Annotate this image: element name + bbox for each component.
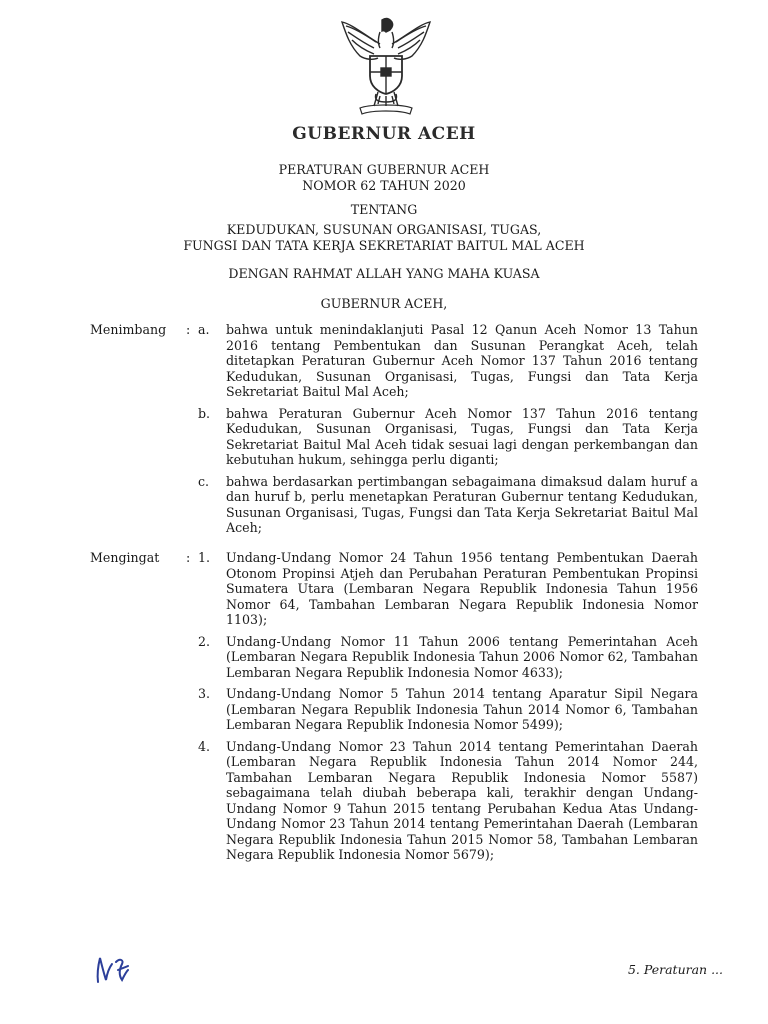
menimbang-item-c xyxy=(90,474,698,536)
mengingat-item-1 xyxy=(90,550,698,628)
subject-line-2: FUNGSI DAN TATA KERJA SEKRETARIAT BAITUL MAL ACEH xyxy=(183,238,585,253)
item-text: Undang-Undang Nomor 11 Tahun 2006 tentang Pemerintahan Aceh (Lembaran Negara Republik Indonesia Tahun 2006 Nomor 62, Tambahan Lembaran Negara Republik Indonesia Nomor 4633); xyxy=(226,633,698,680)
regulation-number: NOMOR 62 TAHUN 2020 xyxy=(302,178,466,193)
item-text: bahwa Peraturan Gubernur Aceh Nomor 137 Tahun 2016 tentang Kedudukan, Susunan Organisasi, Tugas, Fungsi dan Tata Kerja Sekretariat Baitul Mal Aceh tidak sesuai lagi dengan perkembangan dan kebutuhan hukum, sehingga perlu diganti; xyxy=(226,405,698,467)
tentang-heading: TENTANG xyxy=(350,202,418,217)
government-header: GUBERNUR ACEH xyxy=(292,124,476,144)
item-number: 3. xyxy=(198,686,211,701)
mengingat-item-4 xyxy=(90,739,698,863)
mengingat-item-2 xyxy=(90,634,698,681)
menimbang-item-b xyxy=(90,406,698,468)
item-number: 1. xyxy=(198,550,211,565)
mengingat-label: Mengingat xyxy=(90,550,160,565)
next-page-catchword: 5. Peraturan ... xyxy=(627,962,723,977)
item-text: bahwa berdasarkan pertimbangan sebagaimana dimaksud dalam huruf a dan huruf b, perlu menetapkan Peraturan Gubernur tentang Kedudukan, Susunan Organisasi, Tugas, Fungsi dan Tata Kerja Sekretariat Baitul Mal Aceh; xyxy=(226,473,698,535)
menimbang-item-a xyxy=(90,322,698,400)
item-number: b. xyxy=(198,405,211,421)
invocation: DENGAN RAHMAT ALLAH YANG MAHA KUASA xyxy=(228,266,540,281)
item-text: Undang-Undang Nomor 23 Tahun 2014 tentang Pemerintahan Daerah (Lembaran Negara Republik Indonesia Tahun 2014 Nomor 244, Tambahan Lembaran Negara Republik Indonesia Nomor 5587) sebagaimana telah diubah beberapa kali, terakhir dengan Undang-Undang Nomor 9 Tahun 2015 tentang Perubahan Kedua Atas Undang-Undang Nomor 23 Tahun 2014 tentang Pemerintahan Daerah (Lembaran Negara Republik Indonesia Tahun 2015 Nomor 58, Tambahan Lembaran Negara Republik Indonesia Nomor 5679); xyxy=(226,738,698,862)
menimbang-colon: : xyxy=(186,322,191,337)
item-text: Undang-Undang Nomor 24 Tahun 1956 tentang Pembentukan Daerah Otonom Propinsi Atjeh dan Perubahan Peraturan Pembentukan Propinsi Sumatera Utara (Lembaran Negara Republik Indonesia Tahun 1956 Nomor 64, Tambahan Lembaran Negara Republik Indonesia Nomor 1103); xyxy=(226,550,698,627)
item-number: 4. xyxy=(198,738,211,754)
item-number: a. xyxy=(198,322,210,337)
handwritten-initial-icon xyxy=(92,952,134,988)
regulation-title: PERATURAN GUBERNUR ACEH xyxy=(278,162,490,177)
issuer-line: GUBERNUR ACEH, xyxy=(320,296,448,311)
mengingat-section xyxy=(90,550,698,863)
menimbang-label: Menimbang xyxy=(90,322,167,337)
item-text: Undang-Undang Nomor 5 Tahun 2014 tentang Aparatur Sipil Negara (Lembaran Negara Republik Indonesia Tahun 2014 Nomor 6, Tambahan Lembaran Negara Republik Indonesia Nomor 5499); xyxy=(226,686,698,732)
mengingat-item-3 xyxy=(90,686,698,733)
item-number: c. xyxy=(198,473,210,489)
mengingat-colon: : xyxy=(186,550,191,565)
menimbang-section xyxy=(90,322,698,536)
subject-line-1: KEDUDUKAN, SUSUNAN ORGANISASI, TUGAS, xyxy=(226,222,542,237)
item-number: 2. xyxy=(198,633,211,649)
garuda-emblem-icon xyxy=(330,14,442,118)
item-text: bahwa untuk menindaklanjuti Pasal 12 Qanun Aceh Nomor 13 Tahun 2016 tentang Pembentukan dan Susunan Perangkat Aceh, telah ditetapkan Peraturan Gubernur Aceh Nomor 137 Tahun 2016 tentang Kedudukan, Susunan Organisasi, Tugas, Fungsi dan Tata Kerja Sekretariat Baitul Mal Aceh; xyxy=(226,322,698,399)
